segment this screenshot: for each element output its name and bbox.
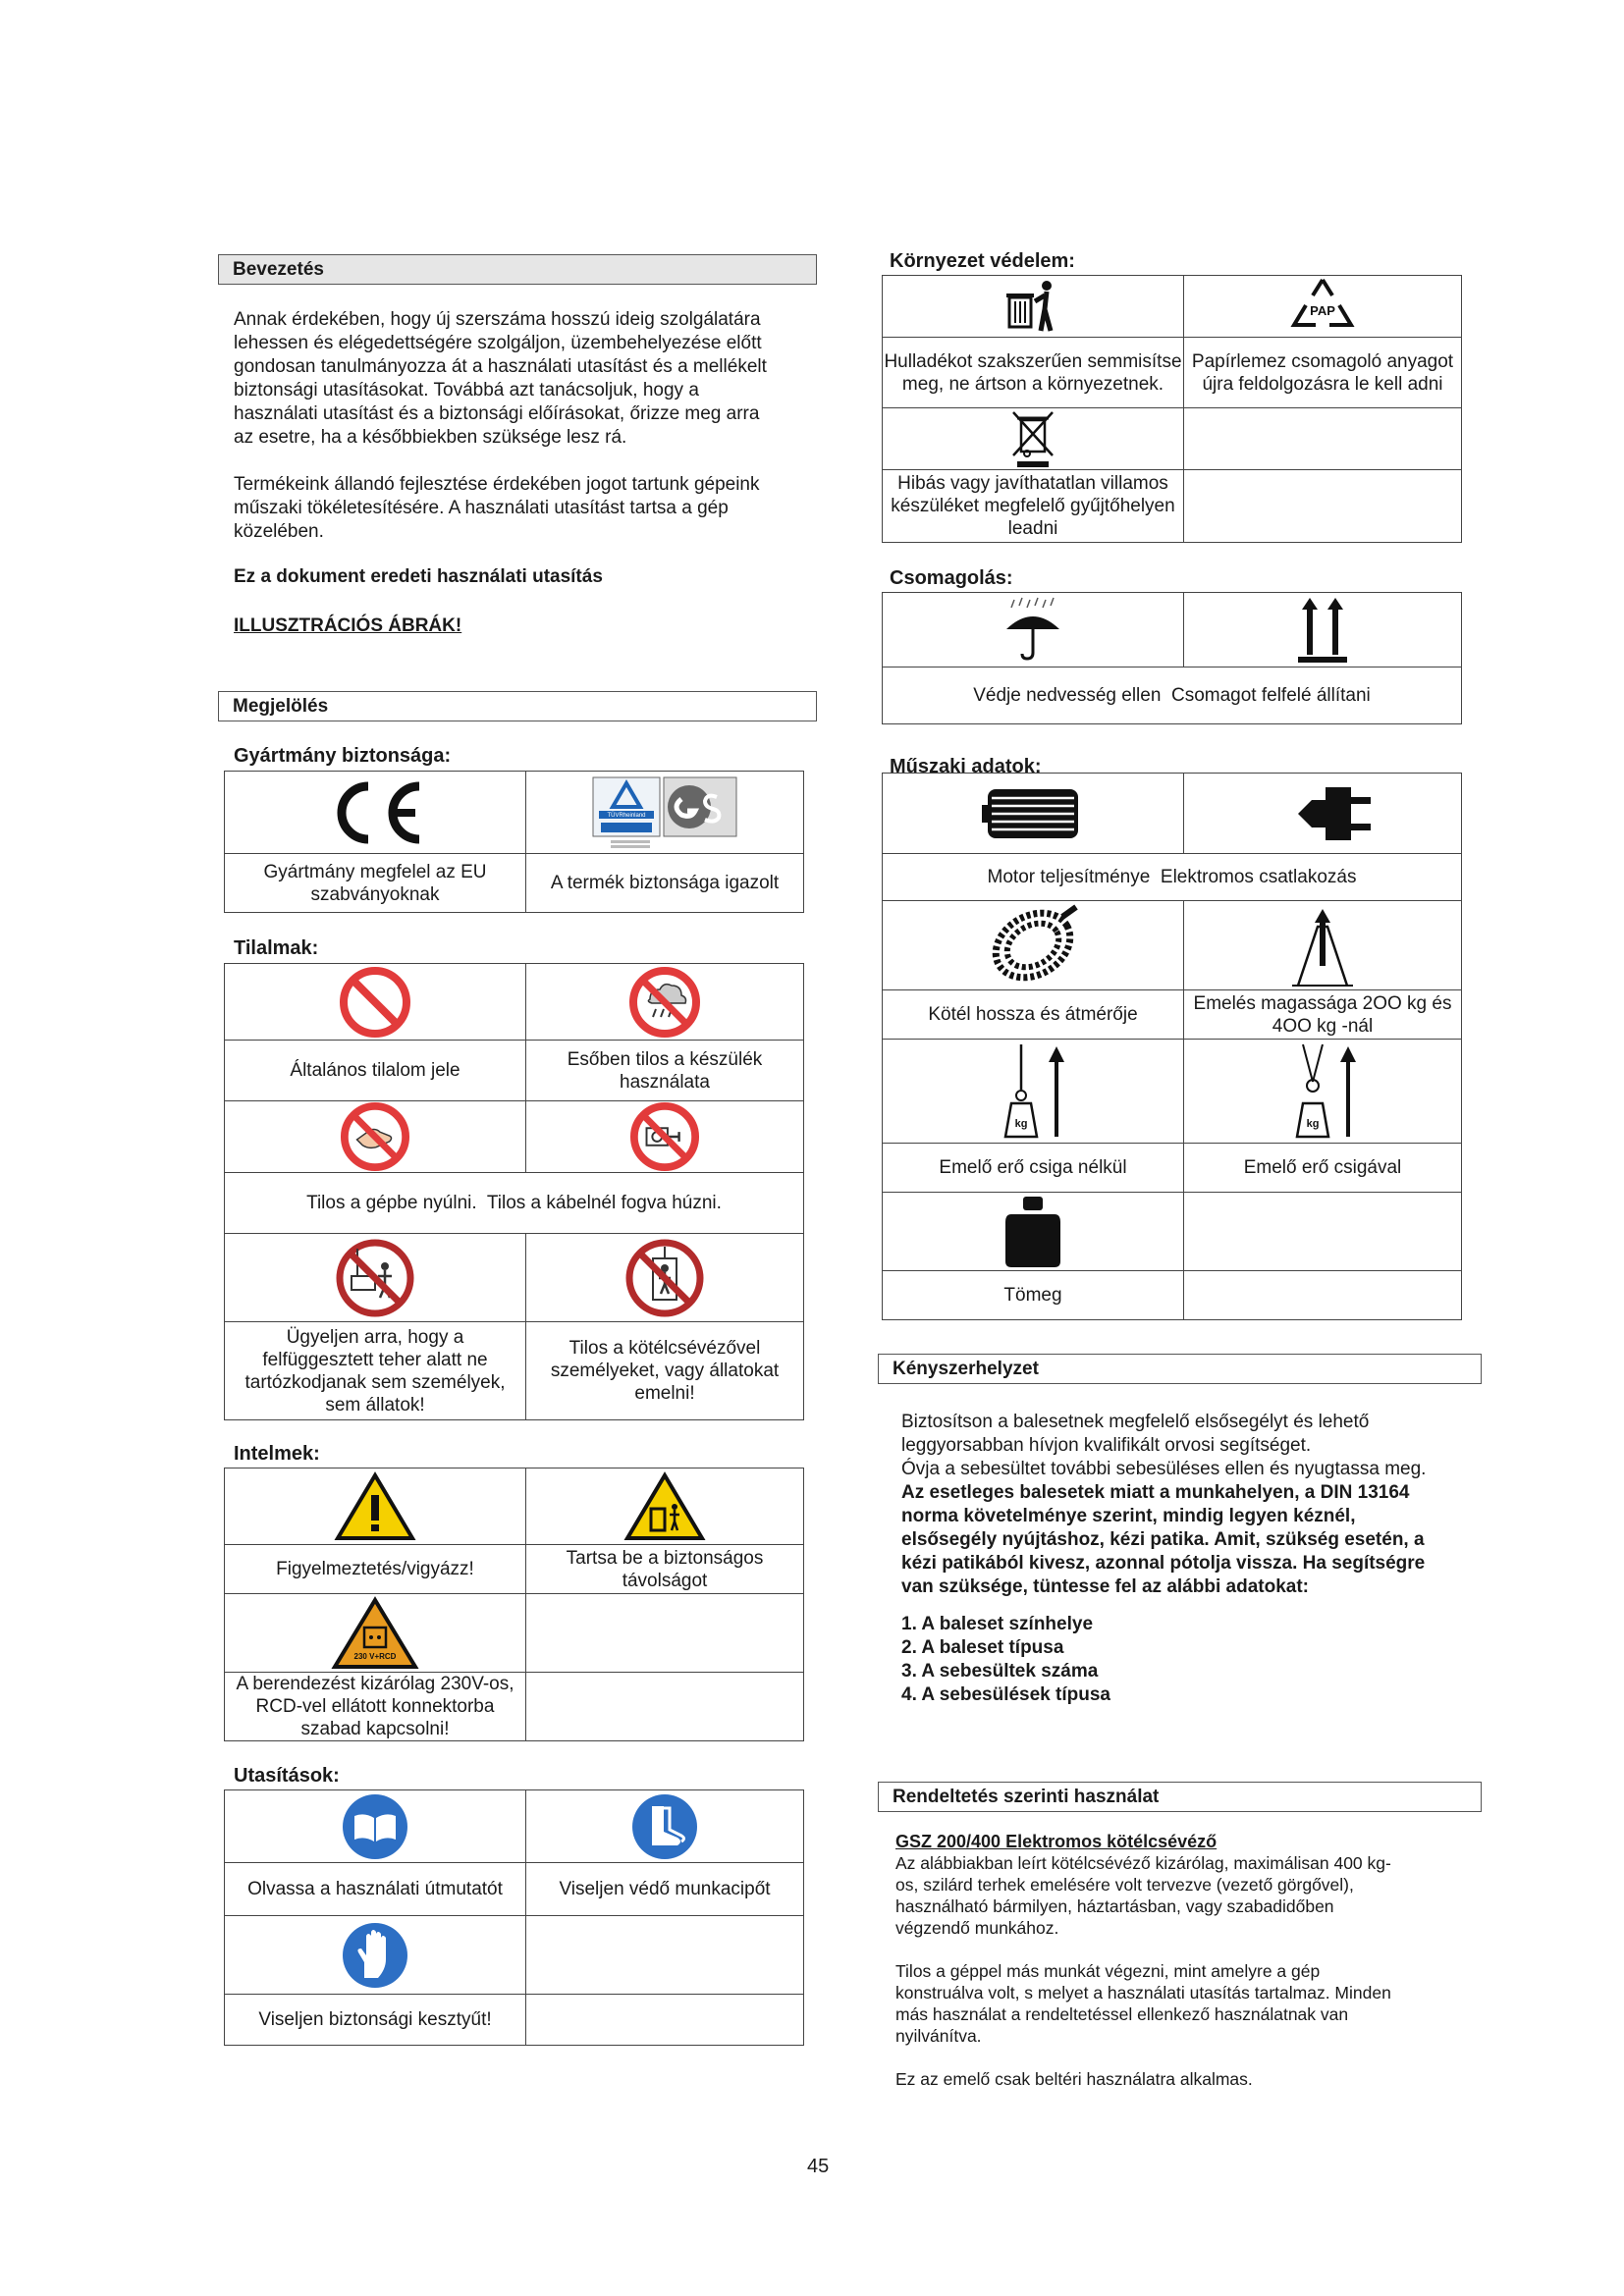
rcd-socket-warning-icon: [331, 1596, 419, 1671]
general-warning-cell: [225, 1468, 526, 1545]
crossed-bin-weee-icon: [1007, 408, 1058, 469]
tuv-gs-certificate-icon: [591, 774, 738, 852]
product-safety-table: [224, 771, 804, 913]
emergency-info-list: [901, 1613, 1451, 1707]
illustrations-note: ILLUSZTRÁCIÓS ÁBRÁK!: [234, 615, 462, 636]
rcd-label: 230 V+RCD: [353, 1651, 397, 1661]
paper-recycling-cell: [1184, 276, 1462, 338]
motor-icon: [982, 783, 1084, 844]
warnings-table: [224, 1468, 804, 1741]
safe-distance-cell: [526, 1468, 804, 1545]
no-standing-under-load-icon: [334, 1237, 416, 1319]
lift-force-no-pulley-cell: [883, 1040, 1184, 1144]
lift-height-label: Emelés magassága 2OO kg és 4OO kg -nál: [1184, 990, 1462, 1040]
no-reach-in-label: Tilos a gépbe nyúlni.: [306, 1193, 477, 1213]
weight-icon: [1003, 1195, 1062, 1269]
electrical-connection-cell: [1184, 774, 1462, 854]
packaging-title: Csomagolás:: [890, 567, 1013, 589]
list-item: 1. A baleset színhelye: [901, 1614, 1094, 1634]
general-warning-label: Figyelmeztetés/vigyázz!: [225, 1545, 526, 1594]
rope-cell: [883, 901, 1184, 990]
rope-coil-icon: [984, 901, 1082, 989]
safety-shoes-label: Viseljen védő munkacipőt: [526, 1863, 804, 1916]
keep-dry-cell: [883, 593, 1184, 667]
emergency-text: [901, 1411, 1451, 1707]
marking-header: Megjelölés: [218, 691, 817, 721]
lift-force-without-pulley-icon: [994, 1042, 1072, 1141]
safety-gloves-label: Viseljen biztonsági kesztyűt!: [225, 1995, 526, 2046]
empty-env-cell: [1184, 408, 1462, 470]
no-lifting-persons-label: Tilos a kötélcsévézővel személyeket, vagy állatokat emelni!: [526, 1322, 804, 1420]
no-use-in-rain-icon: [628, 966, 701, 1039]
safe-distance-label: Tartsa be a biztonságos távolságot: [526, 1545, 804, 1594]
motor-plug-label-row: [883, 854, 1462, 901]
instructions-table: [224, 1789, 804, 2046]
kg-label-2: kg: [1306, 1117, 1320, 1130]
read-manual-cell: [225, 1790, 526, 1863]
packaging-label-row: [883, 667, 1462, 724]
safety-shoes-icon: [630, 1792, 699, 1861]
no-rain-label: Esőben tilos a készülék használata: [526, 1041, 804, 1101]
tuv-gs-cell: [526, 772, 804, 854]
empty-warning-label: [526, 1673, 804, 1741]
ce-mark-cell: [225, 772, 526, 854]
instructions-title: Utasítások:: [234, 1765, 340, 1787]
read-manual-label: Olvassa a használati útmutatót: [225, 1863, 526, 1916]
empty-tech-cell: [1184, 1193, 1462, 1271]
prohibitions-table: [224, 963, 804, 1420]
waste-bin-disposal-icon: [1001, 278, 1064, 335]
general-prohibition-icon: [339, 966, 411, 1039]
lift-height-icon: [1288, 903, 1357, 988]
rcd-warning-cell: [225, 1594, 526, 1673]
waste-disposal-label: Hulladékot szakszerűen semmisítse meg, ne ártson a környezetnek.: [883, 338, 1184, 408]
empty-warning-cell: [526, 1594, 804, 1673]
intended-use-text: [895, 1831, 1406, 2090]
intended-use-header: Rendeltetés szerinti használat: [878, 1782, 1482, 1812]
no-pulling-by-cable-icon: [629, 1101, 700, 1172]
empty-tech-label: [1184, 1271, 1462, 1320]
environment-table: [882, 275, 1462, 543]
general-warning-icon: [334, 1471, 416, 1542]
lift-force-with-pulley-label: Emelő erő csigával: [1184, 1144, 1462, 1193]
paper-recycling-icon: [1288, 276, 1357, 337]
lift-force-no-pulley-label: Emelő erő csiga nélkül: [883, 1144, 1184, 1193]
rope-label: Kötél hossza és átmérője: [883, 990, 1184, 1040]
warnings-title: Intelmek:: [234, 1443, 320, 1465]
no-reach-cable-label-row: [225, 1173, 804, 1234]
weight-label: Tömeg: [883, 1271, 1184, 1320]
no-lifting-persons-cell: [526, 1234, 804, 1322]
general-prohibition-cell: [225, 964, 526, 1041]
general-prohibition-label: Általános tilalom jele: [225, 1041, 526, 1101]
kg-label-1: kg: [1014, 1117, 1028, 1130]
safety-certified-label-cell: A termék biztonsága igazolt: [526, 854, 804, 913]
ce-mark-icon: [321, 778, 429, 847]
technical-data-title: Műszaki adatok:: [890, 756, 1042, 777]
no-reach-in-cell: [225, 1101, 526, 1173]
packaging-table: [882, 592, 1462, 724]
this-side-up-label: Csomagot felfelé állítani: [1170, 685, 1371, 706]
paper-recycling-label: Papírlemez csomagoló anyagot újra feldolgozásra le kell adni: [1184, 338, 1462, 408]
ce-label-cell: Gyártmány megfelel az EU szabványoknak: [225, 854, 526, 913]
intro-text: [234, 308, 784, 638]
no-reaching-into-machine-icon: [340, 1101, 410, 1172]
no-lifting-persons-icon: [623, 1237, 706, 1319]
list-item: 2. A baleset típusa: [901, 1637, 1064, 1658]
lift-force-with-pulley-icon: [1283, 1042, 1362, 1141]
lift-force-with-pulley-cell: [1184, 1040, 1462, 1144]
read-manual-icon: [341, 1792, 409, 1861]
tuv-label: TÜVRheinland: [607, 812, 646, 819]
empty-env-label: [1184, 470, 1462, 543]
pap-label: PAP: [1310, 303, 1335, 318]
emergency-paragraph-1: Biztosítson a balesetnek megfelelő elsősegélyt és lehető leggyorsabban hívjon kvalifikált orvosi segítséget.: [901, 1412, 1370, 1456]
safety-shoes-cell: [526, 1790, 804, 1863]
environment-title: Környezet védelem:: [890, 250, 1075, 272]
intended-use-paragraph-1: Az alábbiakban leírt kötélcsévéző kizárólag, maximálisan 400 kg-os, szilárd terhek emelésére volt tervezve (vezető görgővel), használható bármilyen, háztartásban, vagy szabadidőben végzendő munkához.: [895, 1853, 1391, 1938]
electric-plug-icon: [1269, 779, 1377, 848]
empty-instruction-cell: [526, 1916, 804, 1995]
no-standing-under-load-cell: [225, 1234, 526, 1322]
weight-cell: [883, 1193, 1184, 1271]
intended-use-paragraph-2: Tilos a géppel más munkát végezni, mint amelyre a gép konstruálva volt, s melyet a használati utasítás tartalmaz. Minden más használat a rendeltetéssel ellenkező használatnak van nyilvánítva.: [895, 1961, 1391, 2046]
motor-power-cell: [883, 774, 1184, 854]
waste-disposal-cell: [883, 276, 1184, 338]
list-item: 3. A sebesültek száma: [901, 1661, 1099, 1682]
intro-header: Bevezetés: [218, 254, 817, 285]
intro-paragraph-2: Termékeink állandó fejlesztése érdekében jogot tartunk gépeink műszaki tökéletesítésére. A használati utasítást tartsa a gép közelében.: [234, 474, 760, 542]
intro-paragraph-1: Annak érdekében, hogy új szerszáma hosszú ideig szolgálatára lehessen és elégedettségére szolgáljon, üzembehelyezése előtt gondosan tanulmányozza át a használati utasítást és a mellékelt biztonsági utasításokat. Továbbá azt tanácsoljuk, hogy a használati utasítást és a biztonsági előírásokat, őrizze meg arra az esetre, ha a későbbiekben szüksége lesz rá.: [234, 309, 767, 448]
keep-dry-label: Védje nedvesség ellen: [973, 685, 1162, 706]
electrical-connection-label: Elektromos csatlakozás: [1160, 867, 1357, 887]
safe-distance-warning-icon: [623, 1471, 706, 1542]
list-item: 4. A sebesülések típusa: [901, 1684, 1110, 1705]
product-safety-title: Gyártmány biztonsága:: [234, 745, 452, 767]
safety-gloves-icon: [341, 1921, 409, 1990]
emergency-paragraph-3: Az esetleges balesetek miatt a munkahelyen, a DIN 13164 norma követelménye szerint, mindig legyen kéznél, elsősegély nyújtáshoz, kézi patika. Amit, szükség esetén, a kézi patikából kivesz, azonnal pótolja vissza. Ha segítségre van szüksége, tüntesse fel az alábbi adatokat:: [901, 1482, 1426, 1597]
intended-use-paragraph-3: Ez az emelő csak beltéri használatra alkalmas.: [895, 2069, 1253, 2089]
motor-power-label: Motor teljesítménye: [987, 867, 1151, 887]
no-rain-cell: [526, 964, 804, 1041]
emergency-header: Kényszerhelyzet: [878, 1354, 1482, 1384]
rcd-warning-label: A berendezést kizárólag 230V-os, RCD-vel ellátott konnektorba szabad kapcsolni!: [225, 1673, 526, 1741]
technical-data-table: [882, 773, 1462, 1320]
emergency-paragraph-2: Óvja a sebesültet további sebesüléses ellen és nyugtassa meg.: [901, 1459, 1427, 1479]
prohibitions-title: Tilalmak:: [234, 937, 319, 959]
no-cable-pull-label: Tilos a kábelnél fogva húzni.: [486, 1193, 722, 1213]
weee-label: Hibás vagy javíthatatlan villamos készüléket megfelelő gyűjtőhelyen leadni: [883, 470, 1184, 543]
intro-paragraph-3: Ez a dokument eredeti használati utasítás: [234, 566, 603, 587]
page-number: 45: [807, 2156, 830, 2177]
keep-dry-umbrella-icon: [999, 596, 1067, 665]
safety-gloves-cell: [225, 1916, 526, 1995]
empty-instruction-label: [526, 1995, 804, 2046]
no-standing-under-load-label: Ügyeljen arra, hogy a felfüggesztett teher alatt ne tartózkodjanak sem személyek, sem állatok!: [225, 1322, 526, 1420]
this-side-up-cell: [1184, 593, 1462, 667]
product-name-title: GSZ 200/400 Elektromos kötélcsévéző: [895, 1832, 1218, 1851]
weee-cell: [883, 408, 1184, 470]
no-cable-pull-cell: [526, 1101, 804, 1173]
lift-height-cell: [1184, 901, 1462, 990]
this-side-up-icon: [1296, 596, 1349, 665]
